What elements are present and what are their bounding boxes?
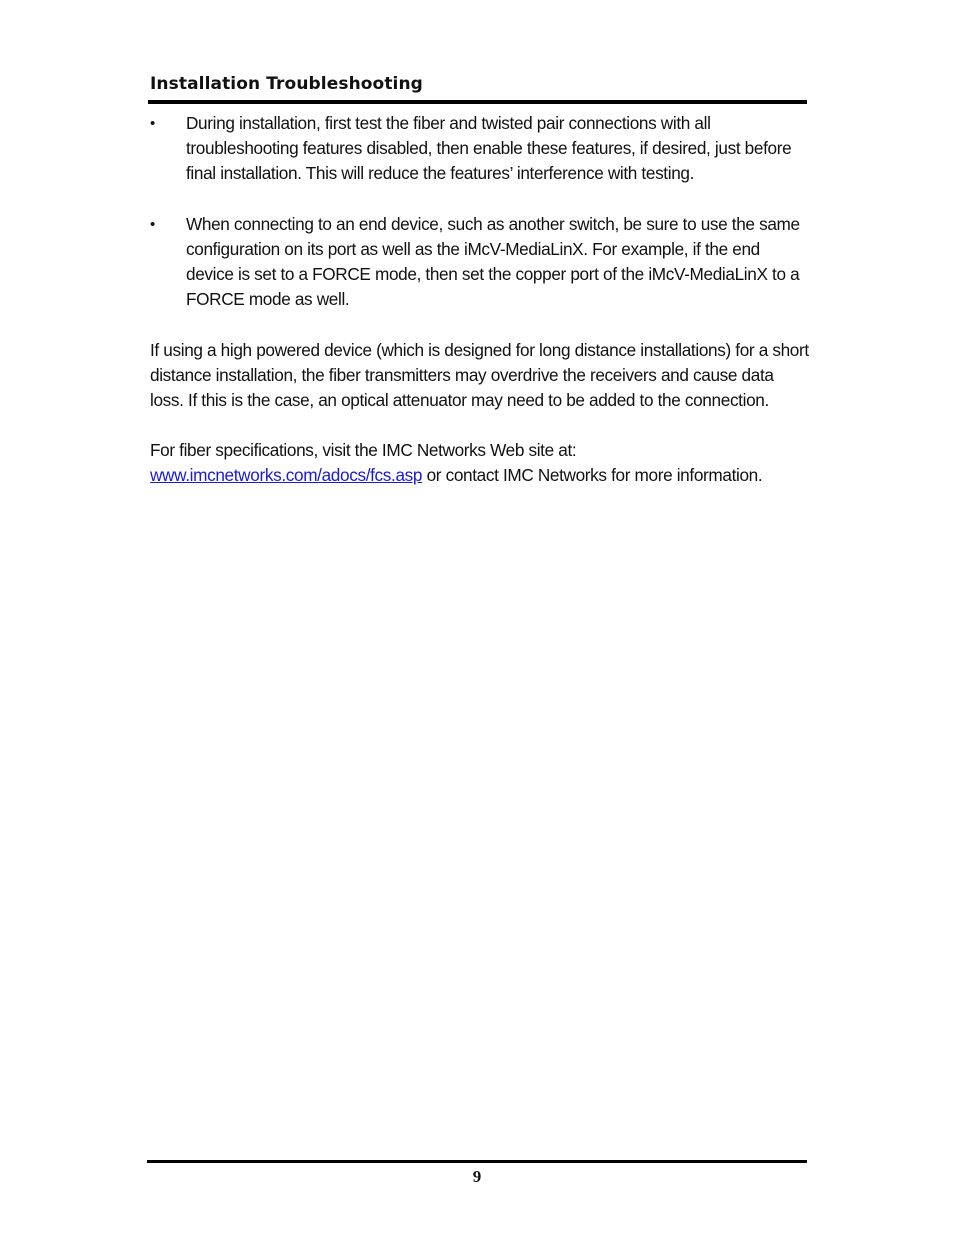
- paragraph-fiber-specs: [150, 438, 810, 488]
- header-rule: [148, 100, 807, 104]
- paragraph-high-power: If using a high powered device (which is designed for long distance installations) for a short distance installation, the fiber transmitters may overdrive the receivers and cause data loss. If this is the case, an optical attenuator may need to be added to the connection.: [150, 340, 809, 410]
- fiber-specs-tail: or contact IMC Networks for more information.: [422, 465, 763, 485]
- bullet-text: When connecting to an end device, such as another switch, be sure to use the same configuration on its port as well as the iMcV-MediaLinX. For example, if the end device is set to a FORCE mode, then set the copper port of the iMcV-MediaLinX to a FORCE mode as well.: [186, 214, 800, 309]
- fiber-specs-link[interactable]: www.imcnetworks.com/adocs/fcs.asp: [150, 465, 423, 485]
- bullet-icon: •: [150, 115, 155, 132]
- bullet-item: [150, 111, 810, 186]
- bullet-list: [150, 111, 810, 312]
- bullet-item: [150, 212, 810, 312]
- page-content: [150, 111, 810, 513]
- section-title: Installation Troubleshooting: [150, 74, 423, 94]
- bullet-icon: •: [150, 216, 155, 233]
- footer-rule: [147, 1160, 807, 1163]
- bullet-text: During installation, first test the fiber and twisted pair connections with all troubleshooting features disabled, then enable these features, if desired, just before final installation. This will reduce the features’ interference with testing.: [186, 113, 792, 183]
- page-number: 9: [472, 1167, 482, 1186]
- fiber-specs-intro: For fiber specifications, visit the IMC Networks Web site at:: [150, 440, 577, 460]
